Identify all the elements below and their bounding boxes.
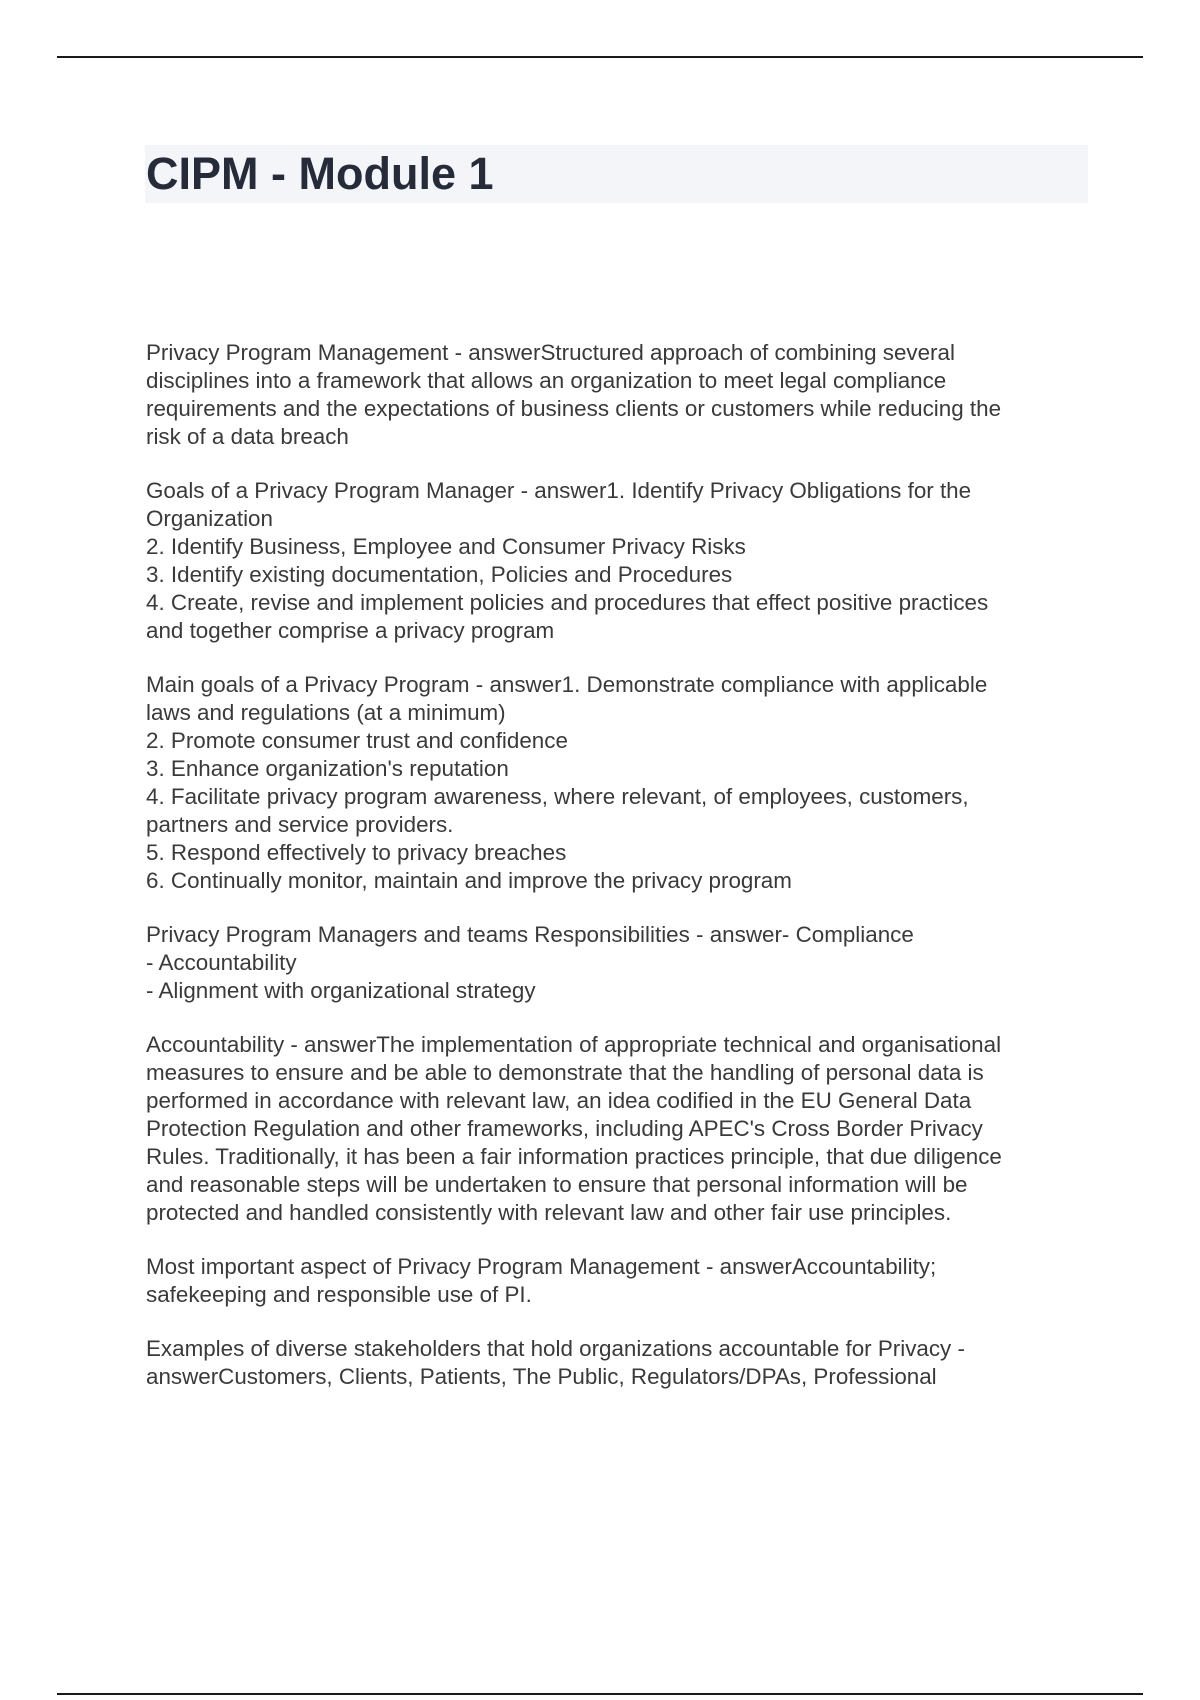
text-line: safekeeping and responsible use of PI.	[146, 1282, 532, 1307]
text-line: 2. Promote consumer trust and confidence	[146, 728, 568, 753]
text-line: Organization	[146, 506, 273, 531]
text-line: and reasonable steps will be undertaken to ensure that personal information will be	[146, 1172, 968, 1197]
qa-entry	[146, 477, 1076, 645]
text-line: 2. Identify Business, Employee and Consumer Privacy Risks	[146, 534, 746, 559]
bottom-rule	[57, 1693, 1143, 1695]
text-line: Privacy Program Managers and teams Responsibilities - answer- Compliance	[146, 922, 914, 947]
text-line: partners and service providers.	[146, 812, 454, 837]
text-line: measures to ensure and be able to demonstrate that the handling of personal data is	[146, 1060, 984, 1085]
qa-entry	[146, 339, 1076, 451]
text-line: performed in accordance with relevant law, an idea codified in the EU General Data	[146, 1088, 972, 1113]
text-line: - Alignment with organizational strategy	[146, 978, 536, 1003]
qa-entry	[146, 671, 1076, 895]
text-line: protected and handled consistently with relevant law and other fair use principles.	[146, 1200, 952, 1225]
text-line: requirements and the expectations of business clients or customers while reducing the	[146, 396, 1002, 421]
page-title: CIPM - Module 1	[146, 148, 494, 199]
text-line: risk of a data breach	[146, 424, 349, 449]
text-line: Main goals of a Privacy Program - answer1. Demonstrate compliance with applicable	[146, 672, 988, 697]
qa-entry	[146, 921, 1076, 1005]
text-line: answerCustomers, Clients, Patients, The Public, Regulators/DPAs, Professional	[146, 1364, 937, 1389]
qa-entry	[146, 1335, 1076, 1391]
text-line: Examples of diverse stakeholders that hold organizations accountable for Privacy -	[146, 1336, 965, 1361]
qa-entry	[146, 1031, 1076, 1227]
text-line: 4. Facilitate privacy program awareness, where relevant, of employees, customers,	[146, 784, 969, 809]
text-line: Accountability - answerThe implementation of appropriate technical and organisational	[146, 1032, 1002, 1057]
text-line: 3. Enhance organization's reputation	[146, 756, 509, 781]
top-rule	[57, 56, 1143, 58]
text-line: and together comprise a privacy program	[146, 618, 555, 643]
text-line: 3. Identify existing documentation, Policies and Procedures	[146, 562, 733, 587]
text-line: Goals of a Privacy Program Manager - answer1. Identify Privacy Obligations for the	[146, 478, 972, 503]
text-line: 5. Respond effectively to privacy breaches	[146, 840, 567, 865]
text-line: Protection Regulation and other frameworks, including APEC's Cross Border Privacy	[146, 1116, 983, 1141]
text-line: Privacy Program Management - answerStructured approach of combining several	[146, 340, 955, 365]
document-body	[146, 339, 1076, 1417]
text-line: - Accountability	[146, 950, 297, 975]
text-line: 6. Continually monitor, maintain and improve the privacy program	[146, 868, 792, 893]
text-line: laws and regulations (at a minimum)	[146, 700, 506, 725]
qa-entry	[146, 1253, 1076, 1309]
text-line: Rules. Traditionally, it has been a fair information practices principle, that due diligence	[146, 1144, 1002, 1169]
text-line: disciplines into a framework that allows an organization to meet legal compliance	[146, 368, 947, 393]
text-line: Most important aspect of Privacy Program Management - answerAccountability;	[146, 1254, 937, 1279]
text-line: 4. Create, revise and implement policies and procedures that effect positive practices	[146, 590, 989, 615]
